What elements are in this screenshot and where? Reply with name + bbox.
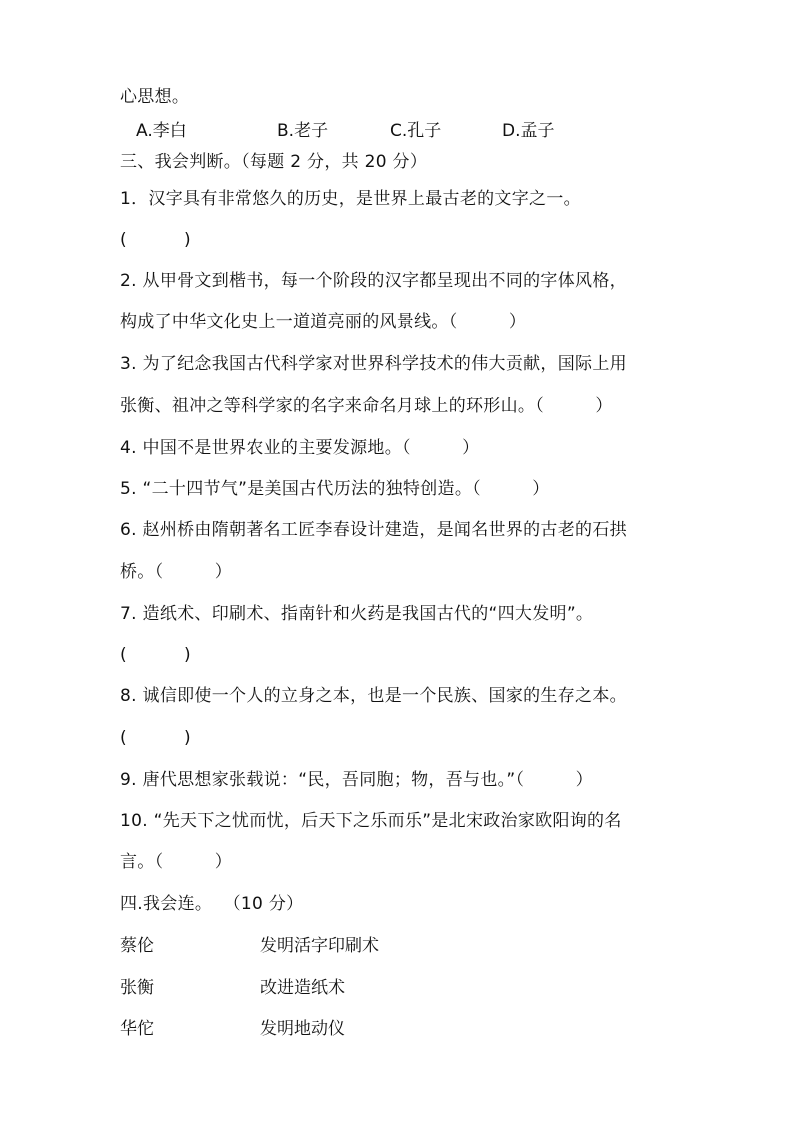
q2-text: 2. 从甲骨文到楷书，每一个阶段的汉字都呈现出不同的字体风格， (120, 271, 627, 291)
match-person-3: 华佗 (120, 1019, 154, 1039)
match-person-1: 蔡伦 (120, 936, 154, 956)
q7-text: 7. 造纸术、印刷术、指南针和火药是我国古代的“四大发明”。 (120, 604, 594, 624)
option-b: B.老子 (277, 121, 329, 141)
q3-text-cont: 张衡、祖冲之等科学家的名字来命名月球上的环形山。（ ） (120, 396, 613, 416)
section-4-heading: 四.我会连。 （10 分） (120, 894, 304, 914)
q1-answer-blank: ( ) (120, 230, 191, 250)
q10-text-cont: 言。（ ） (120, 852, 233, 872)
q5-text: 5. “二十四节气”是美国古代历法的独特创造。（ ） (120, 479, 550, 499)
q1-text: 1．汉字具有非常悠久的历史，是世界上最古老的文字之一。 (120, 189, 581, 209)
match-invention-2: 改进造纸术 (260, 978, 345, 998)
q8-text: 8. 诚信即使一个人的立身之本，也是一个民族、国家的生存之本。 (120, 686, 627, 706)
q10-text: 10. “先天下之忧而忧，后天下之乐而乐”是北宋政治家欧阳询的名 (120, 811, 622, 831)
q3-text: 3. 为了纪念我国古代科学家对世界科学技术的伟大贡献，国际上用 (120, 354, 627, 374)
q7-answer-blank: ( ) (120, 645, 191, 665)
match-invention-1: 发明活字印刷术 (260, 936, 379, 956)
q6-text: 6. 赵州桥由隋朝著名工匠李春设计建造，是闻名世界的古老的石拱 (120, 520, 627, 540)
section-3-heading: 三、我会判断。（每题 2 分，共 20 分） (120, 152, 428, 172)
q4-text: 4. 中国不是世界农业的主要发源地。（ ） (120, 438, 480, 458)
match-invention-3: 发明地动仪 (260, 1019, 345, 1039)
option-d: D.孟子 (502, 121, 555, 141)
match-person-2: 张衡 (120, 978, 154, 998)
q8-answer-blank: ( ) (120, 728, 191, 748)
option-a: A.李白 (136, 121, 187, 141)
option-c: C.孔子 (390, 121, 442, 141)
q9-text: 9. 唐代思想家张载说：“民，吾同胞；物，吾与也。”（ ） (120, 770, 593, 790)
previous-question-tail: 心思想。 (120, 87, 190, 107)
q6-text-cont: 桥。（ ） (120, 562, 233, 582)
q2-text-cont: 构成了中华文化史上一道道亮丽的风景线。（ ） (120, 312, 527, 332)
